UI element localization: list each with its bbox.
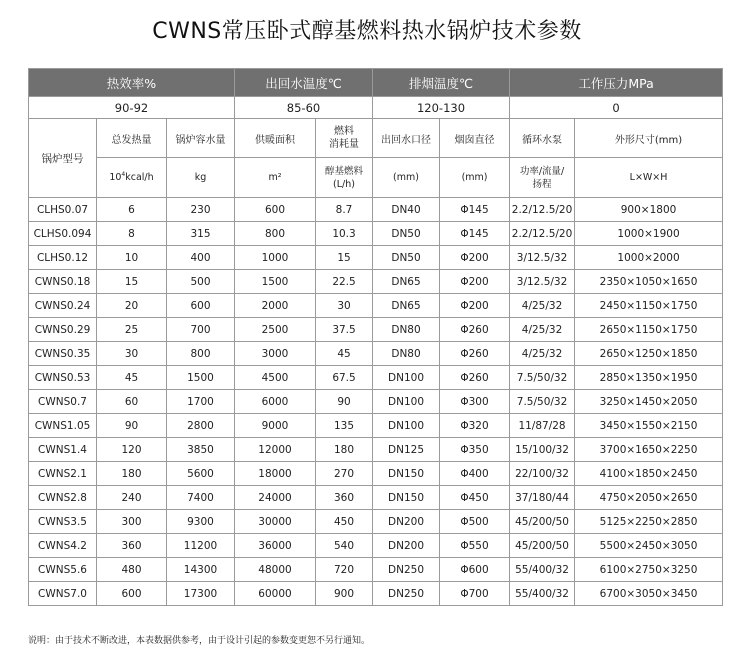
cell-heating-area: 30000 [235, 510, 316, 534]
cell-pipe-diameter: DN150 [373, 462, 440, 486]
cell-water-capacity: 5600 [167, 462, 235, 486]
table-row [29, 510, 723, 534]
cell-chimney-diameter: Φ500 [440, 510, 510, 534]
table-row [29, 582, 723, 606]
cell-chimney-diameter: Φ450 [440, 486, 510, 510]
cell-heat-output: 45 [97, 366, 167, 390]
header-thermal-efficiency: 热效率% [29, 69, 235, 97]
header-pressure: 工作压力MPa [510, 69, 723, 97]
cell-heat-output: 360 [97, 534, 167, 558]
cell-model: CWNS0.53 [29, 366, 97, 390]
col-chimney-diameter: 烟囱直径 [440, 119, 510, 158]
cell-pump: 55/400/32 [510, 582, 575, 606]
col-dimensions: 外形尺寸(mm) [575, 119, 723, 158]
unit-dimensions: L×W×H [575, 158, 723, 198]
table-row [29, 246, 723, 270]
cell-model: CWNS1.05 [29, 414, 97, 438]
cell-heating-area: 2000 [235, 294, 316, 318]
column-header-row [29, 119, 723, 158]
cell-heat-output: 240 [97, 486, 167, 510]
cell-water-capacity: 400 [167, 246, 235, 270]
cell-heat-output: 180 [97, 462, 167, 486]
cell-pump: 2.2/12.5/20 [510, 222, 575, 246]
cell-fuel-consumption: 15 [316, 246, 373, 270]
cell-model: CWNS0.18 [29, 270, 97, 294]
cell-heating-area: 24000 [235, 486, 316, 510]
table-row [29, 486, 723, 510]
cell-dimensions: 2450×1150×1750 [575, 294, 723, 318]
unit-heating-area: m² [235, 158, 316, 198]
cell-pump: 4/25/32 [510, 342, 575, 366]
footnote: 说明：由于技术不断改进，本表数据供参考，由于设计引起的参数变更恕不另行通知。 [28, 636, 371, 646]
cell-water-capacity: 7400 [167, 486, 235, 510]
cell-water-capacity: 800 [167, 342, 235, 366]
table-row [29, 198, 723, 222]
cell-pump: 3/12.5/32 [510, 246, 575, 270]
cell-fuel-consumption: 270 [316, 462, 373, 486]
cell-chimney-diameter: Φ260 [440, 366, 510, 390]
value-thermal-efficiency: 90-92 [29, 97, 235, 119]
cell-pump: 2.2/12.5/20 [510, 198, 575, 222]
unit-row [29, 158, 723, 198]
col-fuel-consumption [316, 119, 373, 158]
cell-fuel-consumption: 45 [316, 342, 373, 366]
cell-water-capacity: 230 [167, 198, 235, 222]
cell-heating-area: 48000 [235, 558, 316, 582]
cell-pipe-diameter: DN100 [373, 414, 440, 438]
summary-value-row [29, 97, 723, 119]
cell-model: CWNS0.24 [29, 294, 97, 318]
cell-dimensions: 5125×2250×2850 [575, 510, 723, 534]
cell-chimney-diameter: Φ300 [440, 390, 510, 414]
cell-fuel-consumption: 37.5 [316, 318, 373, 342]
cell-chimney-diameter: Φ145 [440, 222, 510, 246]
spec-table [28, 68, 723, 606]
cell-fuel-consumption: 900 [316, 582, 373, 606]
cell-heat-output: 30 [97, 342, 167, 366]
cell-chimney-diameter: Φ200 [440, 246, 510, 270]
cell-pipe-diameter: DN200 [373, 510, 440, 534]
cell-model: CLHS0.094 [29, 222, 97, 246]
col-heating-area: 供暖面积 [235, 119, 316, 158]
col-model: 锅炉型号 [29, 119, 97, 198]
cell-dimensions: 2650×1250×1850 [575, 342, 723, 366]
cell-heat-output: 300 [97, 510, 167, 534]
cell-pump: 11/87/28 [510, 414, 575, 438]
cell-dimensions: 3250×1450×2050 [575, 390, 723, 414]
cell-pipe-diameter: DN40 [373, 198, 440, 222]
cell-model: CWNS7.0 [29, 582, 97, 606]
cell-heat-output: 480 [97, 558, 167, 582]
unit-pump: 功率/流量/ 扬程 [510, 158, 575, 198]
cell-fuel-consumption: 135 [316, 414, 373, 438]
cell-dimensions: 4100×1850×2450 [575, 462, 723, 486]
unit-chimney-diameter: (mm) [440, 158, 510, 198]
cell-pipe-diameter: DN125 [373, 438, 440, 462]
cell-heat-output: 8 [97, 222, 167, 246]
cell-dimensions: 3450×1550×2150 [575, 414, 723, 438]
cell-model: CWNS0.7 [29, 390, 97, 414]
cell-chimney-diameter: Φ600 [440, 558, 510, 582]
cell-pump: 22/100/32 [510, 462, 575, 486]
col-heat-output: 总发热量 [97, 119, 167, 158]
header-exhaust-temp: 排烟温度℃ [373, 69, 510, 97]
table-row [29, 438, 723, 462]
cell-pump: 4/25/32 [510, 318, 575, 342]
cell-fuel-consumption: 720 [316, 558, 373, 582]
table-row [29, 294, 723, 318]
cell-model: CLHS0.12 [29, 246, 97, 270]
cell-pipe-diameter: DN65 [373, 270, 440, 294]
cell-water-capacity: 17300 [167, 582, 235, 606]
cell-heat-output: 10 [97, 246, 167, 270]
cell-model: CWNS4.2 [29, 534, 97, 558]
cell-model: CWNS5.6 [29, 558, 97, 582]
header-water-temp: 出回水温度℃ [235, 69, 373, 97]
col-pipe-diameter: 出回水口径 [373, 119, 440, 158]
cell-heat-output: 15 [97, 270, 167, 294]
cell-pipe-diameter: DN50 [373, 222, 440, 246]
cell-chimney-diameter: Φ260 [440, 342, 510, 366]
cell-model: CLHS0.07 [29, 198, 97, 222]
cell-water-capacity: 600 [167, 294, 235, 318]
table-row [29, 558, 723, 582]
cell-heat-output: 25 [97, 318, 167, 342]
cell-dimensions: 1000×1900 [575, 222, 723, 246]
cell-heating-area: 60000 [235, 582, 316, 606]
cell-heating-area: 1500 [235, 270, 316, 294]
cell-pipe-diameter: DN150 [373, 486, 440, 510]
cell-chimney-diameter: Φ400 [440, 462, 510, 486]
cell-dimensions: 6100×2750×3250 [575, 558, 723, 582]
cell-water-capacity: 1700 [167, 390, 235, 414]
unit-fuel-consumption: 醇基燃料 (L/h) [316, 158, 373, 198]
unit-water-capacity: kg [167, 158, 235, 198]
table-row [29, 462, 723, 486]
cell-fuel-consumption: 30 [316, 294, 373, 318]
cell-fuel-consumption: 10.3 [316, 222, 373, 246]
col-water-capacity: 锅炉容水量 [167, 119, 235, 158]
cell-heating-area: 36000 [235, 534, 316, 558]
cell-pump: 45/200/50 [510, 534, 575, 558]
page-title: CWNS常压卧式醇基燃料热水锅炉技术参数 [152, 19, 582, 44]
table-row [29, 534, 723, 558]
cell-heat-output: 6 [97, 198, 167, 222]
cell-model: CWNS2.8 [29, 486, 97, 510]
cell-heat-output: 600 [97, 582, 167, 606]
summary-header-row [29, 69, 723, 97]
cell-chimney-diameter: Φ200 [440, 270, 510, 294]
cell-dimensions: 2850×1350×1950 [575, 366, 723, 390]
value-pressure: 0 [510, 97, 723, 119]
cell-dimensions: 900×1800 [575, 198, 723, 222]
cell-heat-output: 120 [97, 438, 167, 462]
table-row [29, 270, 723, 294]
cell-heating-area: 3000 [235, 342, 316, 366]
cell-dimensions: 4750×2050×2650 [575, 486, 723, 510]
cell-model: CWNS1.4 [29, 438, 97, 462]
cell-water-capacity: 315 [167, 222, 235, 246]
cell-chimney-diameter: Φ350 [440, 438, 510, 462]
cell-heating-area: 1000 [235, 246, 316, 270]
unit-pipe-diameter: (mm) [373, 158, 440, 198]
cell-water-capacity: 14300 [167, 558, 235, 582]
cell-pump: 55/400/32 [510, 558, 575, 582]
cell-dimensions: 2350×1050×1650 [575, 270, 723, 294]
cell-pump: 4/25/32 [510, 294, 575, 318]
cell-pipe-diameter: DN250 [373, 558, 440, 582]
cell-heat-output: 60 [97, 390, 167, 414]
cell-heating-area: 6000 [235, 390, 316, 414]
cell-pipe-diameter: DN50 [373, 246, 440, 270]
cell-heating-area: 800 [235, 222, 316, 246]
cell-heating-area: 18000 [235, 462, 316, 486]
cell-model: CWNS2.1 [29, 462, 97, 486]
cell-dimensions: 5500×2450×3050 [575, 534, 723, 558]
cell-model: CWNS0.35 [29, 342, 97, 366]
value-exhaust-temp: 120-130 [373, 97, 510, 119]
value-water-temp: 85-60 [235, 97, 373, 119]
cell-pipe-diameter: DN65 [373, 294, 440, 318]
cell-fuel-consumption: 360 [316, 486, 373, 510]
cell-chimney-diameter: Φ260 [440, 318, 510, 342]
cell-fuel-consumption: 450 [316, 510, 373, 534]
cell-pump: 37/180/44 [510, 486, 575, 510]
cell-dimensions: 1000×2000 [575, 246, 723, 270]
cell-pump: 15/100/32 [510, 438, 575, 462]
cell-pipe-diameter: DN80 [373, 342, 440, 366]
cell-fuel-consumption: 67.5 [316, 366, 373, 390]
cell-fuel-consumption: 8.7 [316, 198, 373, 222]
col-pump: 循环水泵 [510, 119, 575, 158]
cell-heat-output: 90 [97, 414, 167, 438]
cell-dimensions: 3700×1650×2250 [575, 438, 723, 462]
cell-water-capacity: 2800 [167, 414, 235, 438]
cell-pump: 3/12.5/32 [510, 270, 575, 294]
cell-model: CWNS3.5 [29, 510, 97, 534]
table-row [29, 390, 723, 414]
cell-heat-output: 20 [97, 294, 167, 318]
table-row [29, 414, 723, 438]
cell-heating-area: 600 [235, 198, 316, 222]
cell-pipe-diameter: DN100 [373, 366, 440, 390]
cell-heating-area: 12000 [235, 438, 316, 462]
table-row [29, 222, 723, 246]
cell-chimney-diameter: Φ200 [440, 294, 510, 318]
cell-pipe-diameter: DN250 [373, 582, 440, 606]
cell-fuel-consumption: 180 [316, 438, 373, 462]
cell-chimney-diameter: Φ550 [440, 534, 510, 558]
cell-pipe-diameter: DN200 [373, 534, 440, 558]
cell-water-capacity: 1500 [167, 366, 235, 390]
table-row [29, 366, 723, 390]
cell-dimensions: 6700×3050×3450 [575, 582, 723, 606]
cell-fuel-consumption: 540 [316, 534, 373, 558]
cell-pump: 7.5/50/32 [510, 366, 575, 390]
cell-water-capacity: 500 [167, 270, 235, 294]
table-row [29, 318, 723, 342]
cell-pipe-diameter: DN80 [373, 318, 440, 342]
cell-heating-area: 4500 [235, 366, 316, 390]
cell-chimney-diameter: Φ320 [440, 414, 510, 438]
cell-water-capacity: 3850 [167, 438, 235, 462]
cell-chimney-diameter: Φ700 [440, 582, 510, 606]
cell-heating-area: 9000 [235, 414, 316, 438]
cell-pump: 7.5/50/32 [510, 390, 575, 414]
table-row [29, 342, 723, 366]
col-fuel-consumption-label: 燃料 消耗量 [329, 126, 359, 150]
cell-model: CWNS0.29 [29, 318, 97, 342]
cell-heating-area: 2500 [235, 318, 316, 342]
cell-water-capacity: 700 [167, 318, 235, 342]
cell-chimney-diameter: Φ145 [440, 198, 510, 222]
unit-heat-output: $10^4kcal/h$ [97, 158, 167, 198]
cell-pump: 45/200/50 [510, 510, 575, 534]
cell-fuel-consumption: 90 [316, 390, 373, 414]
cell-fuel-consumption: 22.5 [316, 270, 373, 294]
cell-dimensions: 2650×1150×1750 [575, 318, 723, 342]
cell-pipe-diameter: DN100 [373, 390, 440, 414]
cell-water-capacity: 9300 [167, 510, 235, 534]
cell-water-capacity: 11200 [167, 534, 235, 558]
